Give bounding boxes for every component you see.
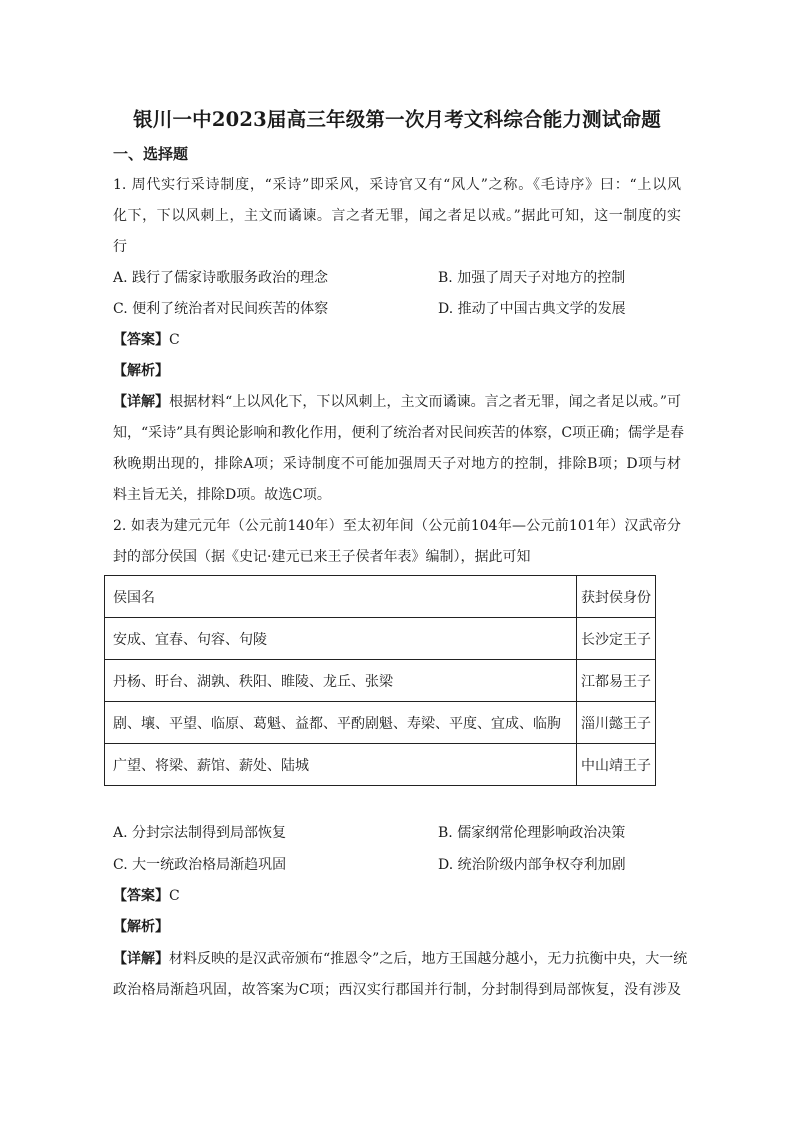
- table-cell: 淄川懿王子: [577, 702, 656, 744]
- table-header-row: [105, 576, 656, 618]
- table-header-cell: 获封侯身份: [577, 576, 656, 618]
- q1-option-c: C. 便利了统治者对民间疾苦的体察: [113, 301, 329, 317]
- q2-option-a: A. 分封宗法制得到局部恢复: [113, 825, 287, 841]
- q2-answer: [113, 886, 180, 906]
- answer-tag: 【答案】: [113, 332, 169, 348]
- page-title: 银川一中2023届高三年级第一次月考文科综合能力测试命题: [133, 108, 661, 131]
- q1-option-a: A. 践行了儒家诗歌服务政治的理念: [113, 270, 329, 286]
- table-row: [105, 702, 656, 744]
- table-cell: 中山靖王子: [577, 744, 656, 786]
- table-cell: 剧、壤、平望、临原、葛魁、益都、平酌剧魁、寿梁、平度、宜成、临朐: [105, 702, 577, 744]
- q2-option-d: D. 统治阶级内部争权夺利加剧: [438, 857, 626, 873]
- answer-value: C: [169, 888, 180, 904]
- q1-detail-line: 秋晚期出现的，排除A项；采诗制度不可能加强周天子对地方的控制，排除B项；D项与材: [113, 456, 681, 472]
- detail-tag: 【详解】: [113, 951, 169, 967]
- q1-analysis-tag: 【解析】: [113, 363, 169, 379]
- section-heading: 一、选择题: [113, 145, 189, 163]
- detail-text: 根据材料“上以风化下，下以风刺上，主文而谲谏。言之者无罪，闻之者足以戒。”可: [169, 394, 682, 410]
- q1-detail-line: [113, 392, 681, 412]
- answer-value: C: [169, 332, 180, 348]
- table-row: [105, 660, 656, 702]
- q1-detail-line: 知，“采诗”具有舆论影响和教化作用，便利了统治者对民间疾苦的体察，C项正确；儒学是春: [113, 425, 685, 441]
- q1-answer: [113, 330, 180, 350]
- detail-text: 材料反映的是汉武帝颁布“推恩令”之后，地方王国越分越小，无力抗衡中央，大一统: [169, 951, 688, 967]
- q2-option-c: C. 大一统政治格局渐趋巩固: [113, 857, 287, 873]
- q2-analysis-tag: 【解析】: [113, 919, 169, 935]
- q2-detail-line: [113, 949, 688, 969]
- table-cell: 广望、将梁、薪馆、薪处、陆城: [105, 744, 577, 786]
- table-cell: 丹杨、盱台、湖孰、秩阳、睢陵、龙丘、张梁: [105, 660, 577, 702]
- table-header-cell: 侯国名: [105, 576, 577, 618]
- fief-table: [104, 575, 656, 786]
- q2-detail-line: 政治格局渐趋巩固，故答案为C项；西汉实行郡国并行制，分封制得到局部恢复，没有涉及: [113, 982, 681, 998]
- table-cell: 江都易王子: [577, 660, 656, 702]
- answer-tag: 【答案】: [113, 888, 169, 904]
- table-row: [105, 744, 656, 786]
- detail-tag: 【详解】: [113, 394, 170, 410]
- q2-stem-line: 2. 如表为建元元年（公元前140年）至太初年间（公元前104年—公元前101年）汉武帝分: [113, 518, 681, 534]
- q1-stem-line: 行: [113, 239, 127, 255]
- table-cell: 长沙定王子: [577, 618, 656, 660]
- q1-option-b: B. 加强了周天子对地方的控制: [438, 270, 626, 286]
- q1-stem-line: 1. 周代实行采诗制度，“采诗”即采风，采诗官又有“风人”之称。《毛诗序》曰：“上以风: [113, 177, 681, 193]
- table-cell: 安成、宜春、句容、句陵: [105, 618, 577, 660]
- q2-option-b: B. 儒家纲常伦理影响政治决策: [438, 825, 626, 841]
- q1-option-d: D. 推动了中国古典文学的发展: [438, 301, 626, 317]
- q1-stem-line: 化下，下以风刺上，主文而谲谏。言之者无罪，闻之者足以戒。”据此可知，这一制度的实: [113, 208, 681, 224]
- q1-detail-line: 料主旨无关，排除D项。故选C项。: [113, 487, 331, 503]
- table-row: [105, 618, 656, 660]
- q2-stem-line: 封的部分侯国（据《史记·建元已来王子侯者年表》编制），据此可知: [113, 549, 531, 565]
